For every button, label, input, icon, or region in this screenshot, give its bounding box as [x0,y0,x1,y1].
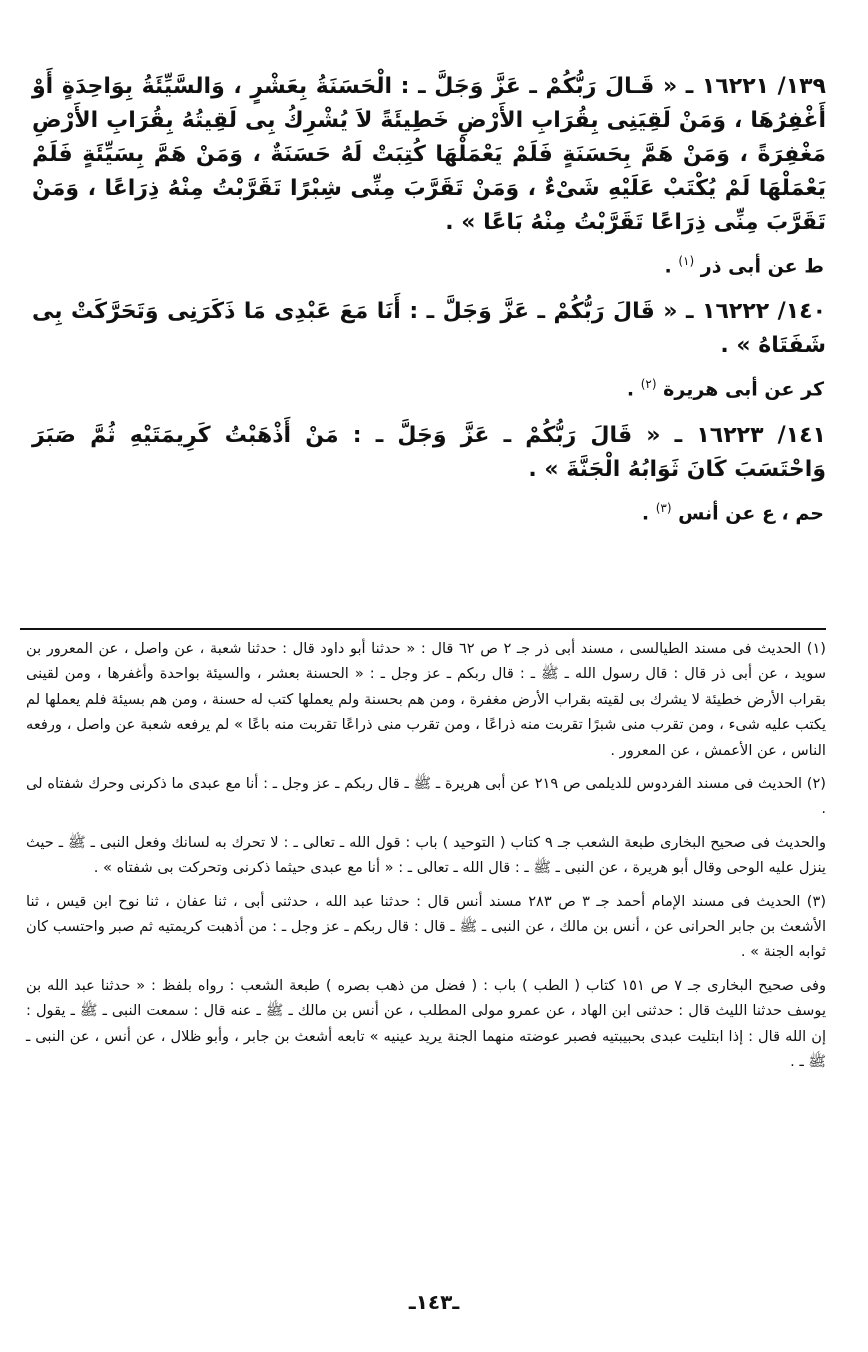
footnote-2: (٢) الحديث فى مسند الفردوس للديلمى ص ٢١٩ عن أبى هريرة ـ ﷺ ـ قال ربكم ـ عز وجل ـ : أنا مع عبدى ما ذكرنى وحرك شفتاه لى . [26,775,826,818]
footnote-1: (١) الحديث فى مسند الطيالسى ، مسند أبى ذر جـ ٢ ص ٦٢ قال : « حدثنا أبو داود قال : حدثنا شعبة ، عن واصل ، عن المعرور بن سويد ، عن أبى ذر قال : قال رسول الله ـ ﷺ ـ : قال ربكم ـ عز وجل ـ : « الحسنة بعشر ، والسيئة بواحدة وأغفرها ، ومن لقينى بقراب الأرض خطيئة لا يشرك بى لقيته بقراب الأرض مغفرة ، ومن هم بحسنة ولم يعملها كتب له حسنة ، ومن هم بسيئة فلم يعملها لم يكتب عليه شىء ، ومن تقرب منى شبرًا تقربت منه ذراعًا ، ومن تقرب منى ذراعًا تقربت منه باعًا » لم يرفعه شعبة عن واصل ، ورفعه الناس ، عن الأعمش ، عن المعرور . [26,640,826,759]
source-text: حم ، ع عن أنس [678,501,824,524]
source-text: كر عن أبى هريرة [663,378,824,401]
footnote-2-continued: والحديث فى صحيح البخارى طبعة الشعب جـ ٩ كتاب ( التوحيد ) باب : قول الله ـ تعالى ـ : لا تحرك به لسانك وفعل النبى ـ ﷺ ـ حيث ينزل عليه الوحى وقال أبو هريرة ، عن النبى ـ ﷺ ـ : قال الله ـ تعالى ـ : « أنا مع عبدى حيثما ذكرنى وتحركت بى شفتاه » . [26,833,826,877]
source-text: ط عن أبى ذر [700,255,824,278]
footnote-ref[interactable]: (١) [678,254,695,268]
hadith-source: كر عن أبى هريرة $^{(٢)}$ . [626,377,824,401]
hadith-141 [32,419,826,487]
footnote-3-continued: وفى صحيح البخارى جـ ٧ ص ١٥١ كتاب ( الطب ) باب : ( فضل من ذهب بصره ) طبعة الشعب : رواه بلفظ : « حدثنا عبد الله بن يوسف حدثنا الليث قال : حدثنى ابن الهاد ، عن عمرو مولى المطلب ، عن أنس بن مالك ـ ﷺ ـ عنه قال : سمعت النبى ـ ﷺ ـ يقول : إن الله قال : إذا ابتليت عبدى بحبيبتيه فصبر عوضته منهما الجنة يريد عينيه » تابعه أشعث بن جابر ، وأبو ظلال ، عن أنس ، عن النبى ـ ﷺ ـ . [26,976,827,1071]
hadith-text: ١٣٩/ ١٦٢٢١ ـ « قَـالَ رَبُّكُمْ ـ عَزَّ وَجَلَّ ـ : الْحَسَنَةُ بِعَشْرٍ ، وَالسَّيِّئَةُ بِوَاحِدَةٍ أَوْ أَغْفِرُهَا ، وَمَنْ لَقِيَنِى بِقُرَابِ الأَرْضِ خَطِيئَةً لاَ يُشْرِكُ بِى لَقِيتُهُ بِقُرَابِ الأَرْضِ مَغْفِرَةً ، وَمَنْ هَمَّ بِحَسَنَةٍ فَلَمْ يَعْمَلْهَا كُتِبَتْ لَهُ حَسَنَةٌ ، وَمَنْ هَمَّ بِسَيِّئَةٍ فَلَمْ يَعْمَلْهَا لَمْ يُكْتَبْ عَلَيْهِ شَىْءٌ ، وَمَنْ تَقَرَّبَ مِنِّى شِبْرًا تَقَرَّبْتُ مِنْهُ ذِرَاعًا ، وَمَنْ تَقَرَّبَ مِنِّى ذِرَاعًا تَقَرَّبْتُ مِنْهُ بَاعًا » . [32,74,826,235]
hadith-text: ١٤١/ ١٦٢٢٣ ـ « قَالَ رَبُّكُمْ ـ عَزَّ وَجَلَّ ـ : مَنْ أَذْهَبْتُ كَرِيمَتَيْهِ ثُمَّ صَبَرَ وَاحْتَسَبَ كَانَ ثَوَابُهُ الْجَنَّةَ » . [32,422,826,482]
hadith-139 [32,70,826,240]
page-number: ـ١٤٣ـ [408,1290,460,1314]
hadith-source: حم ، ع عن أنس $^{(٣)}$ . [641,500,824,524]
footnote-divider [20,628,826,630]
footnote-ref[interactable]: (٢) [640,377,657,392]
hadith-source: ط عن أبى ذر $^{(١)}$ . [664,254,824,278]
main-text [32,70,826,542]
hadith-140 [32,295,826,363]
hadith-text: ١٤٠/ ١٦٢٢٢ ـ « قَالَ رَبُّكُمْ ـ عَزَّ وَجَلَّ ـ : أَنَا مَعَ عَبْدِى مَا ذَكَرَنِى وَتَحَرَّكَتْ بِى شَفَتَاهُ » . [32,299,827,359]
footnote-3: (٣) الحديث فى مسند الإمام أحمد جـ ٣ ص ٢٨٣ مسند أنس قال : حدثنا عبد الله ، حدثنى أبى ، ثنا عفان ، ثنا نوح ابن قيس ، ثنا الأشعث بن جابر الحرانى عن ، أنس بن مالك ، عن النبى ـ ﷺ ـ قال : قال ربكم ـ عز وجل ـ : من أذهبت كريمتيه ثم صبر واحتسب كان ثوابه الجنة » . [26,892,827,961]
footnotes [26,636,826,1075]
footnote-ref[interactable]: (٣) [655,500,672,515]
